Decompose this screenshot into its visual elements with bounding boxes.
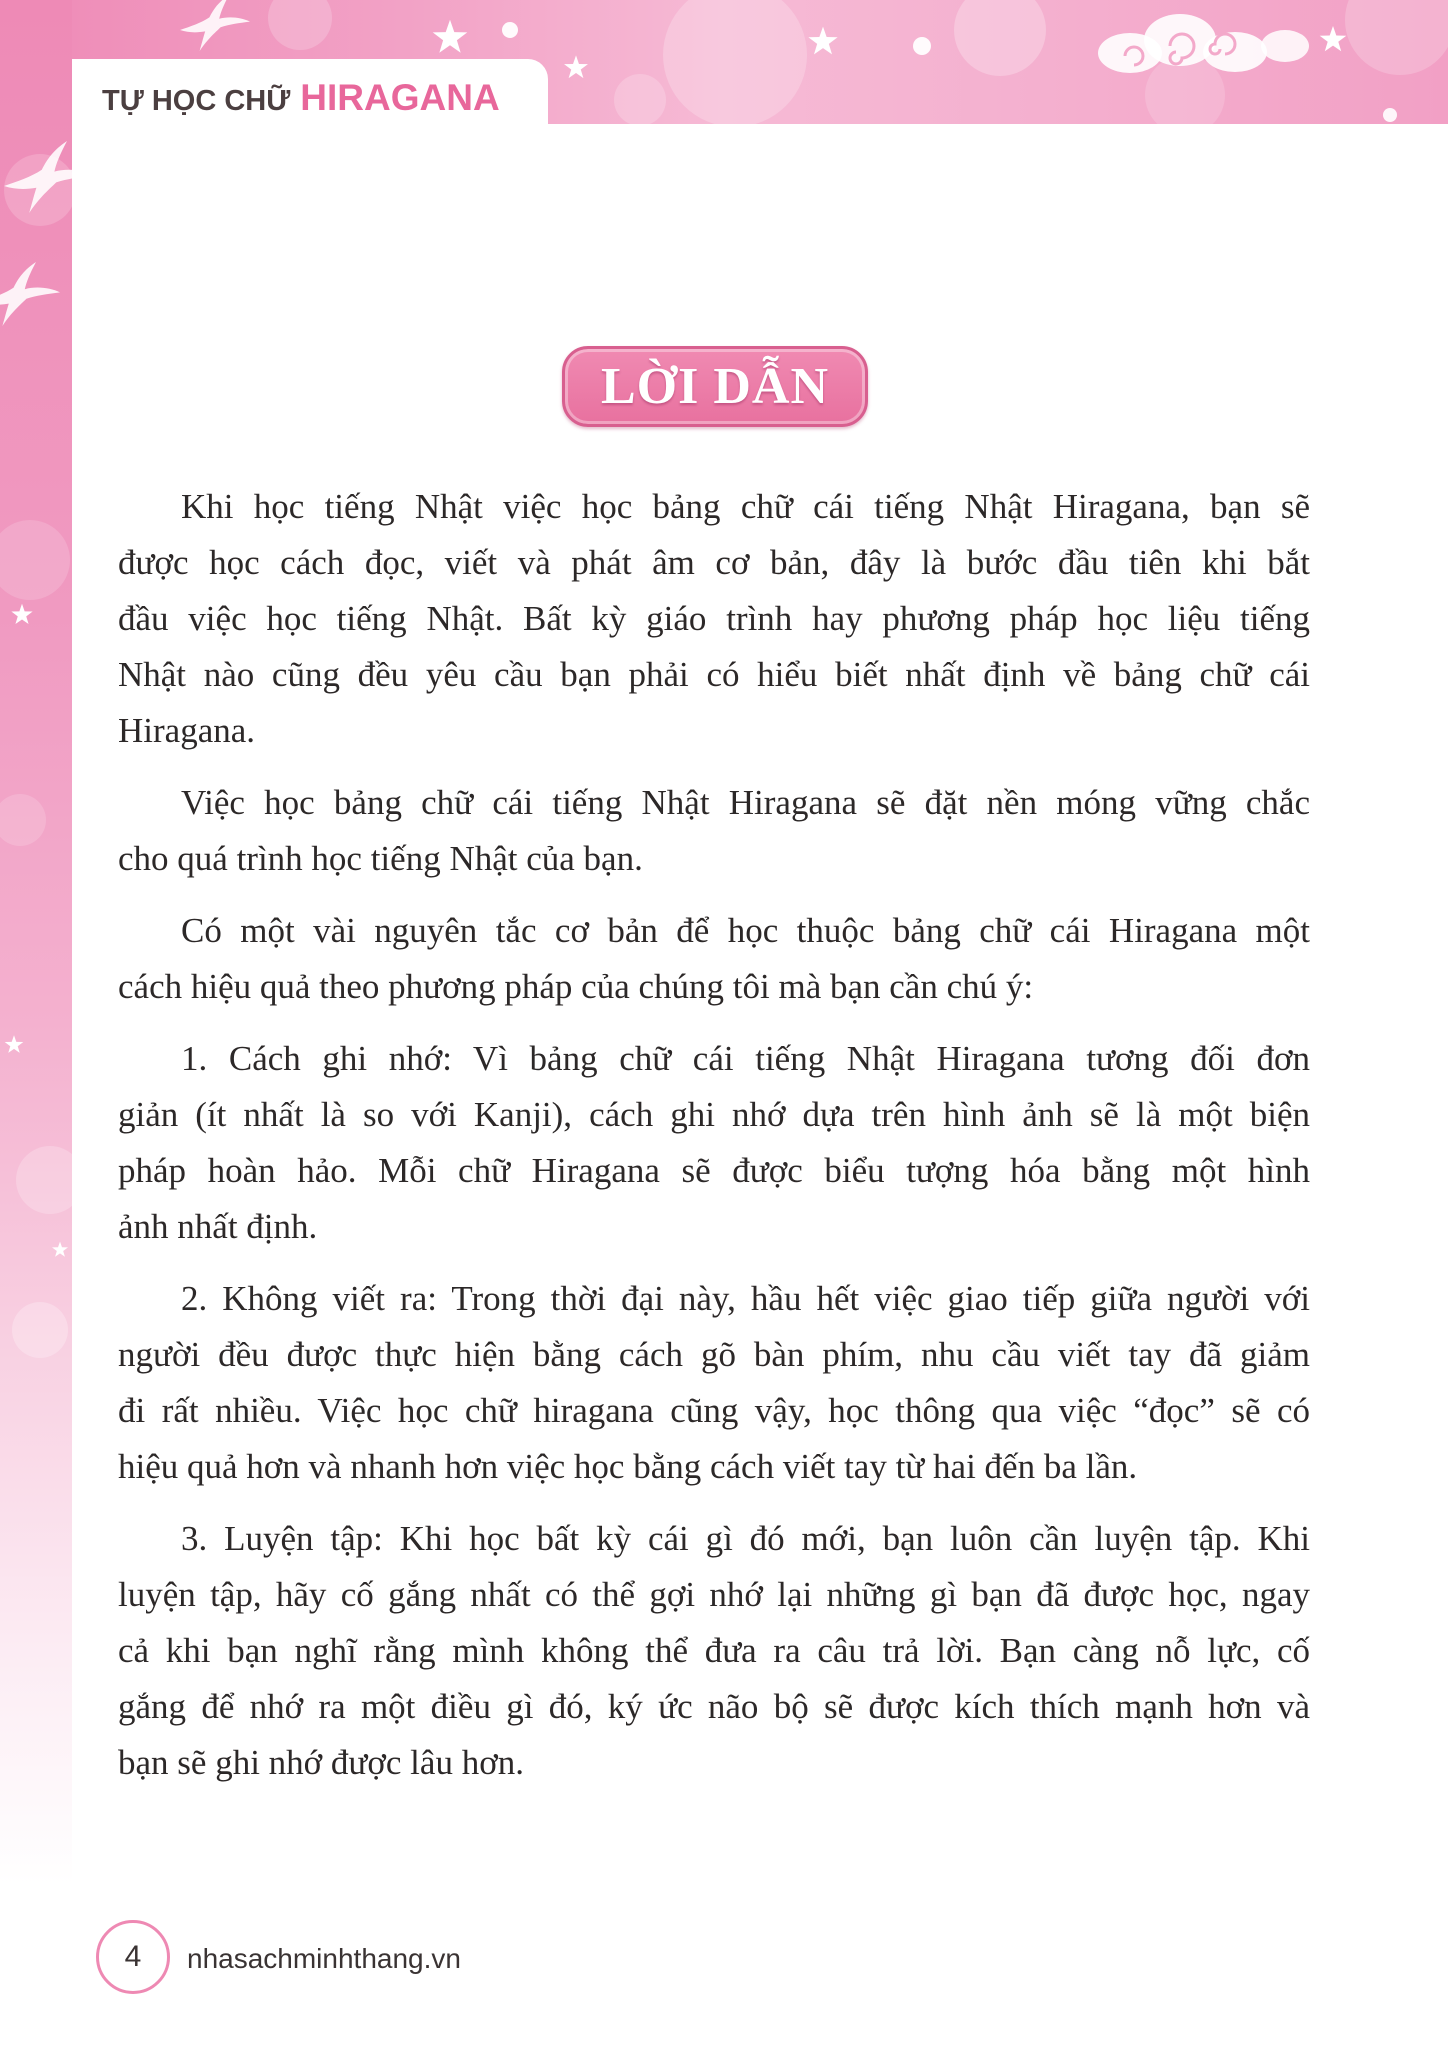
text-line: Việc học bảng chữ cái tiếng Nhật Hiragana sẽ đặt nền móng vững chắc: [181, 783, 1310, 822]
text-line: Có một vài nguyên tắc cơ bản để học thuộc bảng chữ cái Hiragana một: [181, 911, 1310, 950]
book-title-highlight: HIRAGANA: [300, 77, 500, 118]
star-icon: [808, 27, 837, 55]
star-icon: [564, 55, 588, 78]
text-line: được học cách đọc, viết và phát âm cơ bản, đây là bước đầu tiên khi bắt: [118, 543, 1310, 582]
bokeh-circle: [663, 0, 807, 127]
text-line: đầu việc học tiếng Nhật. Bất kỳ giáo trình hay phương pháp học liệu tiếng: [118, 599, 1310, 638]
page-number-badge: [96, 1920, 170, 1994]
publisher-website: nhasachminhthang.vn: [187, 1943, 461, 1974]
paragraph-2: [118, 775, 1310, 887]
text-line: 3. Luyện tập: Khi học bất kỳ cái gì đó mới, bạn luôn cần luyện tập. Khi: [181, 1519, 1310, 1558]
bokeh-circle: [502, 22, 518, 38]
body-text: [118, 479, 1310, 1807]
text-line: Hiragana.: [118, 711, 256, 750]
text-line: cả khi bạn nghĩ rằng mình không thể đưa ra câu trả lời. Bạn càng nỗ lực, cố: [118, 1631, 1310, 1670]
bokeh-circle: [0, 794, 46, 846]
section-title-badge: [562, 346, 868, 427]
bokeh-circle: [913, 37, 931, 55]
text-line: người đều được thực hiện bằng cách gõ bàn phím, nhu cầu viết tay đã giảm: [118, 1335, 1310, 1374]
paragraph-6: [118, 1511, 1310, 1791]
star-icon: [11, 604, 32, 624]
text-line: Nhật nào cũng đều yêu cầu bạn phải có hiểu biết nhất định về bảng chữ cái: [118, 655, 1310, 694]
paragraph-1: [118, 479, 1310, 759]
text-line: luyện tập, hãy cố gắng nhất có thể gợi nhớ lại những gì bạn đã được học, ngay: [118, 1575, 1310, 1614]
paragraph-5: [118, 1271, 1310, 1495]
text-line: 2. Không viết ra: Trong thời đại này, hầu hết việc giao tiếp giữa người với: [181, 1279, 1310, 1318]
text-line: cách hiệu quả theo phương pháp của chúng tôi mà bạn cần chú ý:: [118, 967, 1034, 1006]
star-icon: [433, 20, 468, 53]
bokeh-circle: [954, 0, 1046, 76]
bokeh-circle: [1383, 108, 1397, 122]
text-line: pháp hoàn hảo. Mỗi chữ Hiragana sẽ được biểu tượng hóa bằng một hình: [118, 1151, 1310, 1190]
bokeh-circle: [1345, 0, 1448, 75]
text-line: đi rất nhiều. Việc học chữ hiragana cũng vậy, học thông qua việc “đọc” sẽ có: [118, 1391, 1310, 1430]
bokeh-circle: [268, 0, 332, 50]
book-title-header: [102, 73, 500, 123]
star-icon: [5, 1035, 24, 1053]
star-icon: [1320, 26, 1347, 51]
bokeh-circle: [614, 74, 666, 126]
book-title-prefix: TỰ HỌC CHỮ: [102, 85, 291, 117]
paragraph-4: [118, 1031, 1310, 1255]
text-line: ảnh nhất định.: [118, 1207, 318, 1246]
paragraph-3: [118, 903, 1310, 1015]
crane-silhouette-icon: [180, 0, 250, 51]
star-icon: [52, 1242, 68, 1257]
bokeh-circle: [0, 520, 70, 600]
text-line: hiệu quả hơn và nhanh hơn việc học bằng cách viết tay từ hai đến ba lần.: [118, 1447, 1138, 1486]
bokeh-circle: [1145, 55, 1225, 135]
text-line: Khi học tiếng Nhật việc học bảng chữ cái tiếng Nhật Hiragana, bạn sẽ: [181, 487, 1310, 526]
text-line: giản (ít nhất là so với Kanji), cách ghi nhớ dựa trên hình ảnh sẽ là một biện: [118, 1095, 1310, 1134]
text-line: gắng để nhớ ra một điều gì đó, ký ức não bộ sẽ được kích thích mạnh hơn và: [118, 1687, 1310, 1726]
text-line: cho quá trình học tiếng Nhật của bạn.: [118, 839, 643, 878]
page-number: 4: [124, 1940, 142, 1973]
section-title: LỜI DẪN: [600, 358, 830, 415]
text-line: 1. Cách ghi nhớ: Vì bảng chữ cái tiếng Nhật Hiragana tương đối đơn: [181, 1039, 1310, 1078]
text-line: bạn sẽ ghi nhớ được lâu hơn.: [118, 1743, 524, 1782]
bokeh-circle: [12, 1302, 68, 1358]
crane-silhouette-icon: [0, 262, 60, 326]
